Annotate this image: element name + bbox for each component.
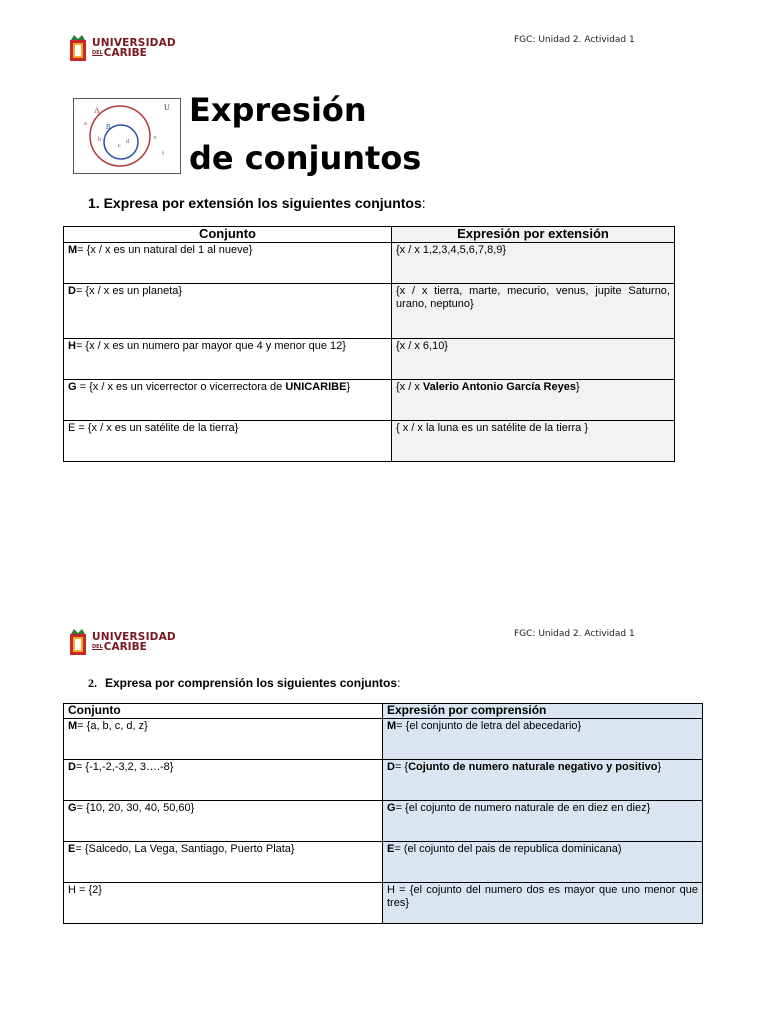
set-definition: M= {x / x es un natural del 1 al nueve} xyxy=(64,243,392,284)
university-logo-icon xyxy=(68,34,88,62)
table-row xyxy=(64,801,703,842)
set-a-circle xyxy=(90,106,150,166)
comprehension-table xyxy=(63,703,703,924)
set-definition: D= {x / x es un planeta} xyxy=(64,284,392,339)
fgc-label: FGC: Unidad 2. Actividad 1 xyxy=(514,629,635,639)
set-definition: G = {x / x es un vicerrector o vicerrectora de UNICARIBE} xyxy=(64,380,392,421)
logo-line1: UNIVERSIDAD xyxy=(92,37,176,49)
table-row xyxy=(64,339,675,380)
element-d: d xyxy=(126,139,129,145)
extension-table xyxy=(63,226,675,462)
logo-line2: CARIBE xyxy=(103,47,147,59)
element-f: f xyxy=(162,151,164,157)
logo-line1: UNIVERSIDAD xyxy=(92,631,176,643)
set-expression: D= {Cojunto de numero naturale negativo y positivo} xyxy=(383,760,703,801)
question-2-text: Expresa por comprensión los siguientes conjuntos xyxy=(105,676,398,690)
question-1-colon: : xyxy=(421,195,426,211)
set-definition: E = {x / x es un satélite de la tierra} xyxy=(64,421,392,462)
element-b: b xyxy=(98,137,101,143)
set-definition: D= {-1,-2,-3,2, 3….-8} xyxy=(64,760,383,801)
set-definition: G= {10, 20, 30, 40, 50,60} xyxy=(64,801,383,842)
table-row xyxy=(64,719,703,760)
set-expression: E= (el cojunto del pais de republica dominicana) xyxy=(383,842,703,883)
set-expression: M= {el conjunto de letra del abecedario} xyxy=(383,719,703,760)
set-expression: {x / x Valerio Antonio García Reyes} xyxy=(392,380,675,421)
table-row xyxy=(64,842,703,883)
element-c: c xyxy=(118,143,121,149)
question-1 xyxy=(88,195,426,211)
element-e: e xyxy=(154,135,157,141)
question-2 xyxy=(88,676,400,691)
column-header-conjunto: Conjunto xyxy=(64,704,383,719)
question-2-colon: : xyxy=(397,676,401,690)
fgc-label: FGC: Unidad 2. Actividad 1 xyxy=(514,35,635,45)
page-title xyxy=(189,86,421,182)
table-row xyxy=(64,760,703,801)
set-definition: E= {Salcedo, La Vega, Santiago, Puerto Plata} xyxy=(64,842,383,883)
venn-diagram xyxy=(73,98,181,174)
label-u: U xyxy=(164,103,170,112)
set-expression: {x / x tierra, marte, mecurio, venus, jupite Saturno, urano, neptuno} xyxy=(392,284,675,339)
column-header-expresion: Expresión por extensión xyxy=(392,227,675,243)
set-expression: G= {el cojunto de numero naturale de en diez en diez} xyxy=(383,801,703,842)
set-expression: { x / x la luna es un satélite de la tierra } xyxy=(392,421,675,462)
column-header-conjunto: Conjunto xyxy=(64,227,392,243)
set-definition: H= {x / x es un numero par mayor que 4 y menor que 12} xyxy=(64,339,392,380)
table-row xyxy=(64,883,703,924)
title-line2: de conjuntos xyxy=(189,139,422,177)
label-a: A xyxy=(94,106,100,115)
set-definition: H = {2} xyxy=(64,883,383,924)
table-header-row xyxy=(64,227,675,243)
set-expression: {x / x 1,2,3,4,5,6,7,8,9} xyxy=(392,243,675,284)
label-b: B xyxy=(106,123,111,131)
table-header-row xyxy=(64,704,703,719)
title-line1: Expresión xyxy=(189,91,367,129)
university-logo-icon xyxy=(68,628,88,656)
logo-del: DEL xyxy=(92,644,103,650)
table-row xyxy=(64,380,675,421)
question-2-number: 2. xyxy=(88,676,97,690)
element-a: a xyxy=(84,121,87,127)
set-definition: M= {a, b, c, d, z} xyxy=(64,719,383,760)
logo-del: DEL xyxy=(92,50,103,56)
set-expression: {x / x 6,10} xyxy=(392,339,675,380)
table-row xyxy=(64,421,675,462)
column-header-expresion: Expresión por comprensión xyxy=(383,704,703,719)
logo-line2: CARIBE xyxy=(103,641,147,653)
table-row xyxy=(64,243,675,284)
set-expression: H = {el cojunto del numero dos es mayor que uno menor que tres} xyxy=(383,883,703,924)
question-1-text: 1. Expresa por extensión los siguientes conjuntos xyxy=(88,195,422,211)
venn-diagram-graphic xyxy=(74,99,180,173)
university-logo xyxy=(68,34,176,62)
table-row xyxy=(64,284,675,339)
university-logo xyxy=(68,628,176,656)
